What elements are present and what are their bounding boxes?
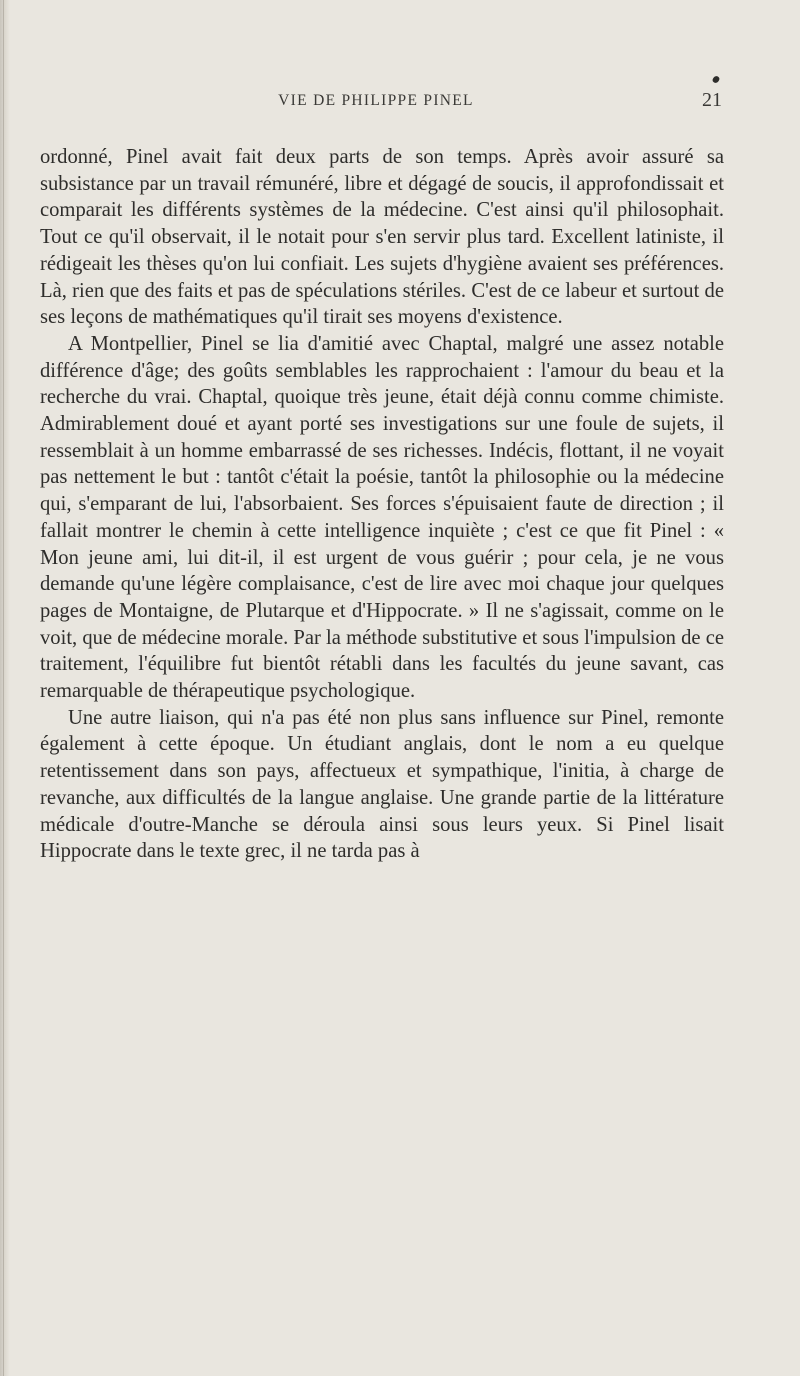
ink-blot-mark bbox=[712, 75, 721, 84]
running-head: VIE DE PHILIPPE PINEL bbox=[278, 92, 474, 109]
page-body bbox=[40, 144, 724, 865]
paragraph-2: A Montpellier, Pinel se lia d'amitié avec Chaptal, malgré une assez notable différence d'âge; des goûts semblables les rapprochaient : l'amour du beau et la recherche du vrai. Chaptal, quoique très jeune, était déjà connu comme chimiste. Admirablement doué et ayant porté ses investigations sur une foule de sujets, il ressemblait à un homme embarrassé de ses richesses. Indécis, flottant, il ne voyait pas nettement le but : tantôt c'était la poésie, tantôt la philosophie ou la médecine qui, s'emparant de lui, l'absorbaient. Ses forces s'épuisaient faute de direction ; il fallait montrer le chemin à cette intelligence inquiète ; c'est ce que fit Pinel : « Mon jeune ami, lui dit-il, il est urgent de vous guérir ; pour cela, je ne vous demande qu'une légère complaisance, c'est de lire avec moi chaque jour quelques pages de Montaigne, de Plutarque et d'Hippocrate. » Il ne s'agissait, comme on le voit, que de médecine morale. Par la méthode substitutive et sous l'impulsion de ce traitement, l'équilibre fut bientôt rétabli dans les facultés du jeune savant, cas remarquable de thérapeutique psychologique. bbox=[40, 332, 724, 703]
page-header bbox=[30, 82, 722, 122]
paragraph-1: ordonné, Pinel avait fait deux parts de son temps. Après avoir assuré sa subsistance par un travail rémunéré, libre et dégagé de soucis, il approfondissait et comparait les différents systèmes de la médecine. C'est ainsi qu'il philosophait. Tout ce qu'il observait, il le notait pour s'en servir plus tard. Excellent latiniste, il rédigeait les thèses qu'on lui confiait. Les sujets d'hygiène avaient ses préférences. Là, rien que des faits et pas de spéculations stériles. C'est de ce labeur et surtout de ses leçons de mathématiques qu'il tirait ses moyens d'existence. bbox=[40, 146, 724, 329]
paragraph-3: Une autre liaison, qui n'a pas été non plus sans influence sur Pinel, remonte également à cette époque. Un étudiant anglais, dont le nom a eu quelque retentissement dans son pays, affectueux et sympathique, l'initia, à charge de revanche, aux difficultés de la langue anglaise. Une grande partie de la littérature médicale d'outre-Manche se déroula ainsi sous leurs yeux. Si Pinel lisait Hippocrate dans le texte grec, il ne tarda pas à bbox=[40, 706, 724, 863]
page-number: 21 bbox=[702, 89, 722, 111]
page-binding-edge bbox=[0, 0, 10, 1376]
